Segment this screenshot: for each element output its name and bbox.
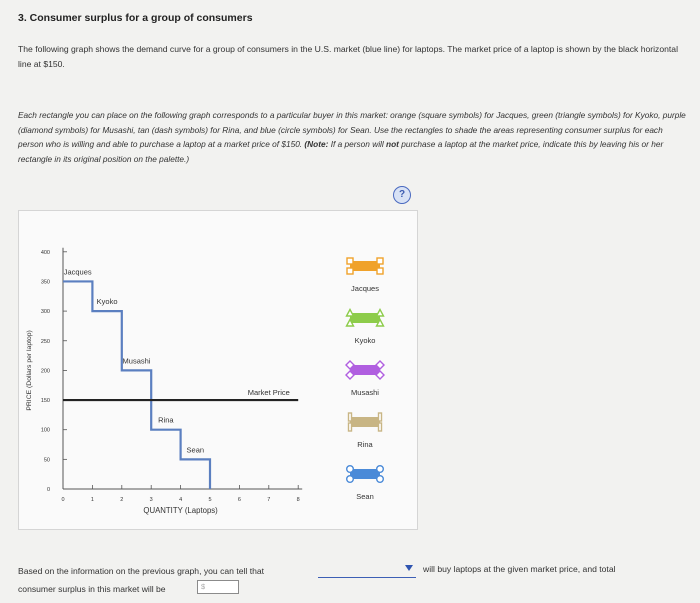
y-tick-label: 0 [46, 487, 50, 493]
palette-rect-sean[interactable] [350, 469, 380, 479]
x-axis-label: QUANTITY (Laptops) [143, 506, 218, 515]
palette-item-rina[interactable] [349, 413, 382, 431]
dash-handle-icon[interactable] [379, 423, 382, 431]
note-label: (Note: [304, 139, 329, 149]
chevron-down-icon[interactable] [405, 565, 413, 571]
step-label-jacques: Jacques [63, 267, 92, 277]
palette-label-musashi: Musashi [351, 388, 379, 397]
summary-text-a: Based on the information on the previous graph, you can tell that [18, 566, 265, 576]
step-label-sean: Sean [186, 445, 205, 455]
y-tick-label: 150 [40, 398, 50, 405]
summary-text-c: consumer surplus in this market will be [18, 584, 166, 594]
step-label-kyoko: Kyoko [96, 297, 118, 307]
x-tick-label: 2 [120, 497, 124, 503]
palette-item-sean[interactable] [347, 466, 384, 483]
palette-item-jacques[interactable] [347, 258, 383, 274]
step-label-rina: Rina [158, 415, 174, 425]
square-handle-icon[interactable] [377, 268, 383, 274]
question-title: 3. Consumer surplus for a group of consumers [18, 12, 253, 24]
dash-handle-icon[interactable] [349, 423, 352, 431]
y-tick-label: 100 [40, 427, 50, 434]
palette-rect-rina[interactable] [350, 417, 380, 427]
market-price-label: Market Price [247, 388, 290, 398]
summary-text-b: will buy laptops at the given market price, and total [423, 564, 616, 574]
dash-handle-icon[interactable] [379, 413, 382, 421]
help-button[interactable]: ? [393, 186, 411, 204]
x-tick-label: 1 [90, 497, 94, 503]
y-tick-label: 350 [40, 279, 50, 286]
circle-handle-icon[interactable] [347, 466, 354, 473]
palette-label-rina: Rina [357, 440, 373, 449]
note-text-b: purchase a laptop at the market price, indicate this by leaving his or her rectangle in its original position on the palette.) [18, 139, 664, 164]
instructions-body: Each rectangle you can place on the following graph corresponds to a particular buyer in this market: orange (square symbols) for Jacques, green (triangle symbols) for Kyoko, purple (diamond symbols) for Musashi, tan (dash symbols) for Rina, and blue (circle symbols) for Sean. Use the rectangles to shade the areas representing consumer surplus for each person who is willing and able to purchase a laptop at a market price of $150. [18, 110, 686, 149]
palette-item-kyoko[interactable] [347, 310, 384, 327]
square-handle-icon[interactable] [347, 258, 353, 264]
x-tick-label: 8 [296, 497, 300, 503]
x-tick-label: 7 [267, 497, 271, 503]
palette-label-sean: Sean [356, 492, 374, 501]
y-axis-label: PRICE (Dollars per laptop) [26, 330, 33, 411]
x-tick-label: 3 [149, 497, 153, 503]
y-tick-label: 200 [40, 368, 50, 375]
palette-item-musashi[interactable] [346, 361, 384, 379]
triangle-handle-icon[interactable] [347, 310, 354, 317]
circle-handle-icon[interactable] [347, 476, 354, 483]
intro-text: The following graph shows the demand curve for a group of consumers in the U.S. market (blue line) for laptops. The market price of a laptop is shown by the black horizontal line at $150. [18, 44, 678, 69]
circle-handle-icon[interactable] [377, 466, 384, 473]
demand-chart [19, 211, 417, 529]
buyers-dropdown[interactable] [318, 563, 416, 578]
dash-handle-icon[interactable] [349, 413, 352, 421]
palette-label-jacques: Jacques [351, 284, 379, 293]
currency-prefix: $ [201, 582, 206, 591]
y-tick-label: 50 [43, 457, 50, 464]
triangle-handle-icon[interactable] [377, 310, 384, 317]
consumer-surplus-input[interactable] [197, 580, 239, 594]
palette-label-kyoko: Kyoko [354, 336, 376, 345]
palette-rect-musashi[interactable] [350, 365, 380, 375]
circle-handle-icon[interactable] [377, 476, 384, 483]
palette-rect-kyoko[interactable] [350, 313, 380, 323]
x-tick-label: 6 [237, 497, 241, 503]
note-text-a: If a person will [328, 139, 387, 149]
note-not: not [386, 139, 399, 149]
y-tick-label: 300 [40, 309, 50, 316]
palette-rect-jacques[interactable] [350, 261, 380, 271]
y-tick-label: 250 [40, 338, 50, 345]
square-handle-icon[interactable] [347, 268, 353, 274]
x-tick-label: 0 [61, 497, 65, 503]
x-tick-label: 5 [208, 497, 212, 503]
graph-panel [18, 210, 418, 530]
x-tick-label: 4 [179, 497, 183, 503]
square-handle-icon[interactable] [377, 258, 383, 264]
y-tick-label: 400 [40, 249, 50, 256]
step-label-musashi: Musashi [122, 356, 151, 366]
demand-curve [63, 281, 210, 489]
instructions-text [18, 108, 690, 166]
